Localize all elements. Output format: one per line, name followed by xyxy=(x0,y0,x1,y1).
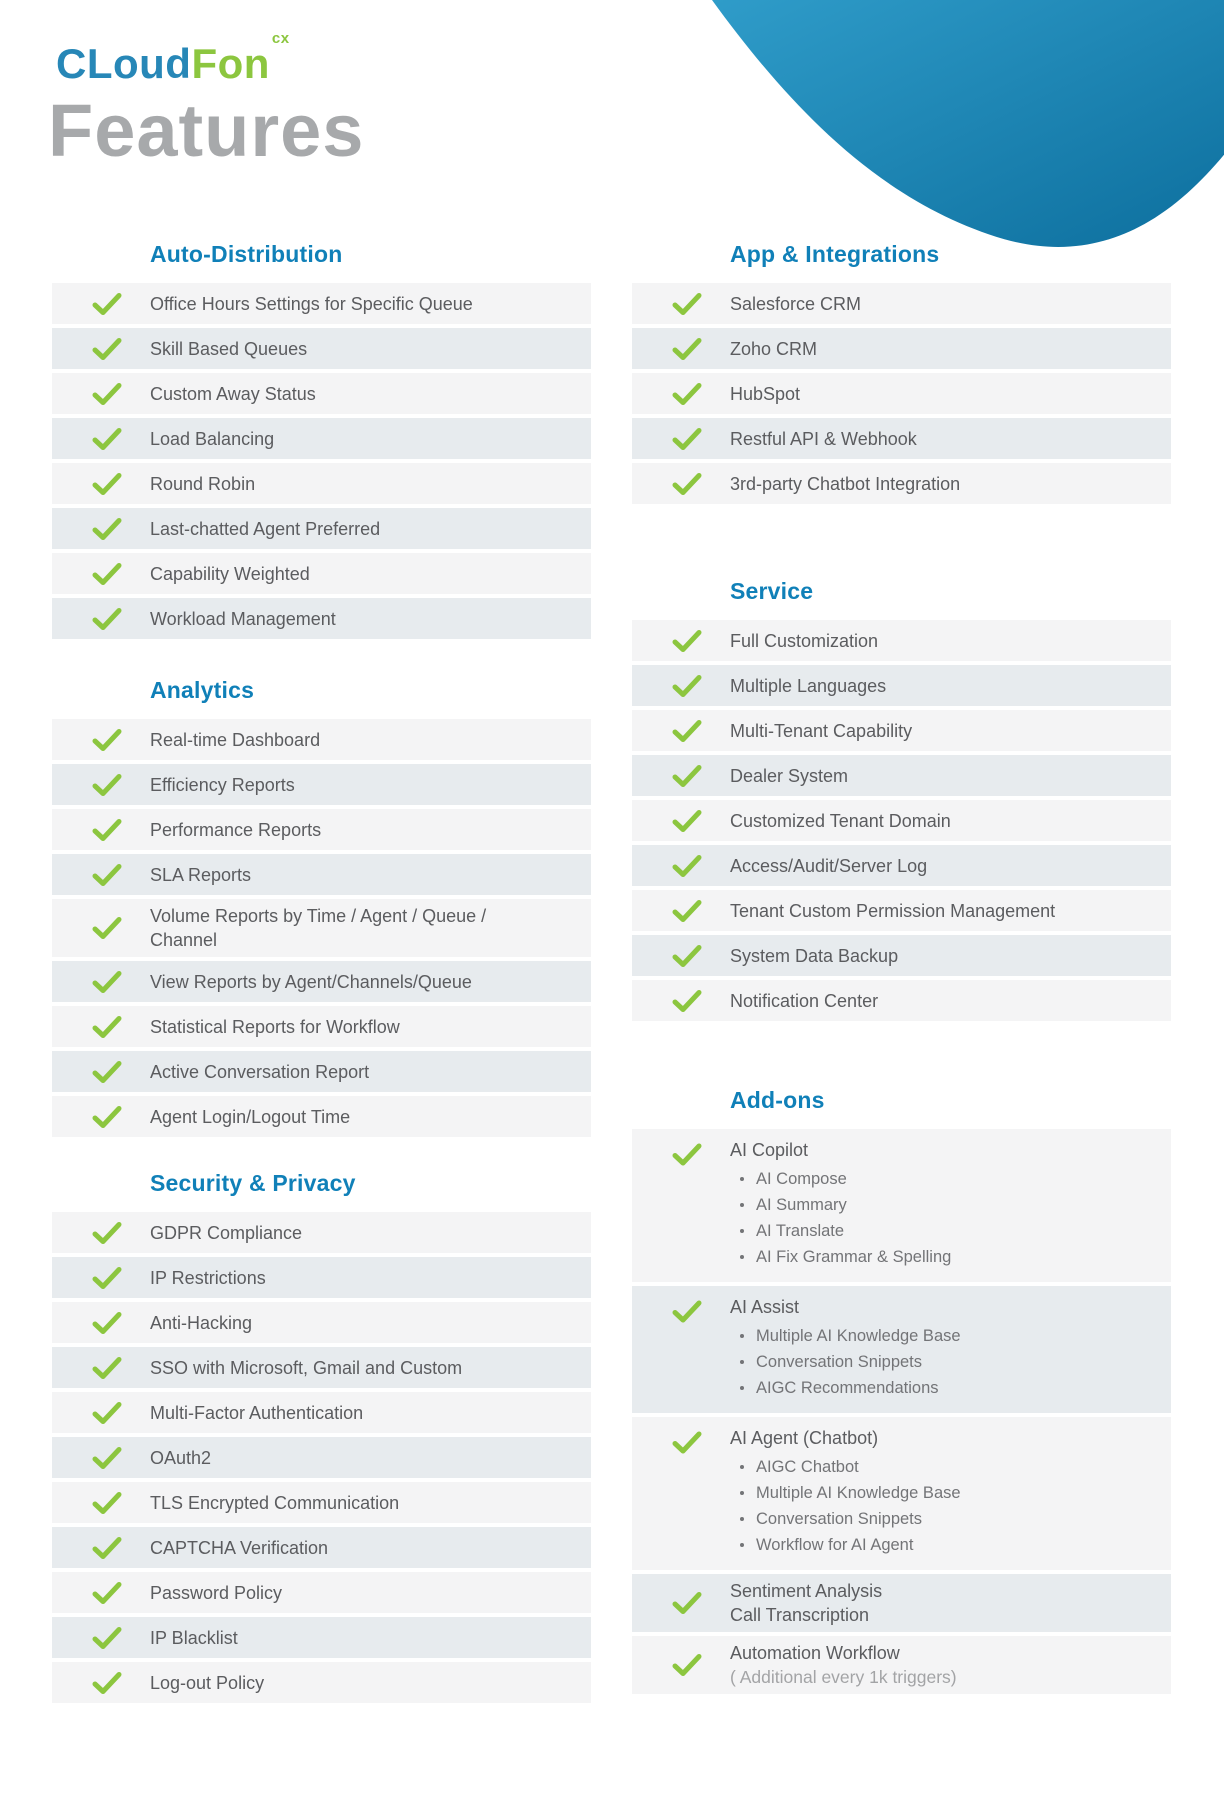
feature-row xyxy=(52,283,591,324)
bullet-dot xyxy=(740,1465,744,1469)
addon-title: AI Agent (Chatbot) xyxy=(730,1428,879,1448)
check-icon xyxy=(92,1626,122,1649)
bullet-label: AI Summary xyxy=(756,1196,847,1214)
feature-label: Capability Weighted xyxy=(150,563,310,584)
feature-label: Customized Tenant Domain xyxy=(730,810,951,831)
feature-label: SLA Reports xyxy=(150,864,252,885)
feature-row xyxy=(632,1636,1171,1694)
feature-label: Round Robin xyxy=(150,473,256,494)
feature-row xyxy=(52,508,591,549)
section-heading: Add-ons xyxy=(730,1087,825,1113)
bullet-dot xyxy=(740,1334,744,1338)
check-icon xyxy=(92,1491,122,1514)
bullet-label: Workflow for AI Agent xyxy=(756,1536,914,1554)
check-icon xyxy=(92,337,122,360)
section-heading: App & Integrations xyxy=(730,241,940,267)
feature-label: Custom Away Status xyxy=(150,383,316,404)
bullet-dot xyxy=(740,1543,744,1547)
feature-label: 3rd-party Chatbot Integration xyxy=(730,473,961,494)
bullet-item xyxy=(632,1375,1171,1401)
check-icon xyxy=(672,719,702,742)
feature-label: Log-out Policy xyxy=(150,1672,265,1693)
page-title: Features xyxy=(48,89,365,172)
feature-row xyxy=(632,1574,1171,1632)
check-icon xyxy=(92,970,122,993)
feature-label: Password Policy xyxy=(150,1582,283,1603)
addon-title: AI Assist xyxy=(730,1297,800,1317)
check-icon xyxy=(672,292,702,315)
check-icon xyxy=(672,1143,702,1166)
check-icon xyxy=(92,1015,122,1038)
check-icon xyxy=(672,427,702,450)
feature-row xyxy=(52,418,591,459)
section-heading: Auto-Distribution xyxy=(150,241,343,267)
feature-label: Access/Audit/Server Log xyxy=(730,855,928,876)
feature-row xyxy=(52,1392,591,1433)
feature-row xyxy=(52,809,591,850)
feature-row xyxy=(52,1257,591,1298)
feature-label: Zoho CRM xyxy=(730,338,818,359)
logo-sup-cx: cx xyxy=(271,30,290,47)
feature-label: IP Restrictions xyxy=(150,1267,266,1288)
bullet-item xyxy=(632,1323,1171,1349)
check-icon xyxy=(92,1105,122,1128)
feature-label: Dealer System xyxy=(730,765,849,786)
feature-row xyxy=(52,854,591,895)
check-icon xyxy=(92,863,122,886)
feature-row xyxy=(52,1347,591,1388)
feature-label: CAPTCHA Verification xyxy=(150,1537,329,1558)
check-icon xyxy=(672,674,702,697)
feature-row xyxy=(52,899,591,957)
bullet-dot xyxy=(740,1360,744,1364)
check-icon xyxy=(92,292,122,315)
check-icon xyxy=(92,728,122,751)
feature-row xyxy=(632,665,1171,706)
section-security-privacy xyxy=(52,1170,591,1707)
feature-row xyxy=(52,1617,591,1658)
bullet-item xyxy=(632,1506,1171,1532)
bullet-label: Conversation Snippets xyxy=(756,1510,923,1528)
check-icon xyxy=(672,1654,702,1677)
bullet-item xyxy=(632,1480,1171,1506)
corner-blob-decoration xyxy=(704,0,1224,258)
feature-row xyxy=(52,463,591,504)
check-icon xyxy=(672,809,702,832)
bullet-item xyxy=(632,1349,1171,1375)
feature-row xyxy=(632,283,1171,324)
feature-row xyxy=(52,1482,591,1523)
feature-row xyxy=(632,328,1171,369)
feature-row xyxy=(52,764,591,805)
feature-row xyxy=(632,710,1171,751)
check-icon xyxy=(92,917,122,940)
feature-row xyxy=(632,1286,1171,1413)
feature-label: Skill Based Queues xyxy=(150,338,308,359)
feature-row xyxy=(52,373,591,414)
feature-row xyxy=(632,845,1171,886)
check-icon xyxy=(92,1401,122,1424)
feature-label: Workload Management xyxy=(150,608,336,629)
section-service xyxy=(632,578,1171,1025)
feature-label: IP Blacklist xyxy=(150,1627,238,1648)
feature-label: Real-time Dashboard xyxy=(150,729,321,750)
bullet-item xyxy=(632,1532,1171,1558)
addon-title: AI Copilot xyxy=(730,1140,809,1160)
feature-label: Office Hours Settings for Specific Queue xyxy=(150,293,473,314)
check-icon xyxy=(672,764,702,787)
bullet-dot xyxy=(740,1386,744,1390)
feature-label: View Reports by Agent/Channels/Queue xyxy=(150,971,472,992)
feature-row xyxy=(632,620,1171,661)
feature-label: Multi-Tenant Capability xyxy=(730,720,913,741)
feature-label: Tenant Custom Permission Management xyxy=(730,900,1056,921)
check-icon xyxy=(672,989,702,1012)
bullet-dot xyxy=(740,1255,744,1259)
bullet-label: Conversation Snippets xyxy=(756,1353,923,1371)
bullet-label: Multiple AI Knowledge Base xyxy=(756,1484,961,1502)
check-icon xyxy=(92,1311,122,1334)
feature-label: OAuth2 xyxy=(150,1447,212,1468)
check-icon xyxy=(92,472,122,495)
check-icon xyxy=(92,382,122,405)
feature-label: Load Balancing xyxy=(150,428,275,449)
bullet-label: AI Translate xyxy=(756,1222,845,1240)
feature-label: Volume Reports by Time / Agent / Queue / xyxy=(150,906,487,926)
feature-row xyxy=(632,755,1171,796)
check-icon xyxy=(672,1431,702,1454)
feature-label: Sentiment Analysis xyxy=(730,1581,883,1601)
bullet-item xyxy=(632,1166,1171,1192)
bullet-item xyxy=(632,1244,1171,1270)
bullet-item xyxy=(632,1218,1171,1244)
feature-row xyxy=(632,935,1171,976)
addon-bullet-list xyxy=(632,1454,1171,1558)
feature-label: Restful API & Webhook xyxy=(730,428,917,449)
feature-label: Last-chatted Agent Preferred xyxy=(150,518,381,539)
feature-row xyxy=(632,1129,1171,1282)
check-icon xyxy=(92,1536,122,1559)
section-auto-distribution xyxy=(52,241,591,643)
section-heading: Security & Privacy xyxy=(150,1170,356,1196)
feature-label: Salesforce CRM xyxy=(730,293,862,314)
feature-label: Performance Reports xyxy=(150,819,322,840)
feature-label: SSO with Microsoft, Gmail and Custom xyxy=(150,1357,463,1378)
feature-label: Agent Login/Logout Time xyxy=(150,1106,351,1127)
logo-text-fon: Fon xyxy=(191,40,270,87)
bullet-dot xyxy=(740,1517,744,1521)
logo xyxy=(56,30,290,88)
check-icon xyxy=(92,773,122,796)
feature-label: HubSpot xyxy=(730,383,801,404)
feature-row xyxy=(632,890,1171,931)
bullet-label: AI Fix Grammar & Spelling xyxy=(756,1248,952,1266)
feature-label: Channel xyxy=(150,930,218,950)
check-icon xyxy=(92,1446,122,1469)
addon-bullet-list xyxy=(632,1323,1171,1401)
feature-row xyxy=(632,373,1171,414)
bullet-label: AIGC Chatbot xyxy=(756,1458,859,1476)
bullet-dot xyxy=(740,1229,744,1233)
check-icon xyxy=(672,629,702,652)
feature-row xyxy=(52,328,591,369)
section-heading: Service xyxy=(730,578,814,604)
bullet-label: AIGC Recommendations xyxy=(756,1379,939,1397)
check-icon xyxy=(672,382,702,405)
feature-row xyxy=(52,1437,591,1478)
check-icon xyxy=(92,1671,122,1694)
feature-row xyxy=(52,1096,591,1137)
feature-row xyxy=(632,1417,1171,1570)
feature-label: Call Transcription xyxy=(730,1605,870,1625)
feature-label: Active Conversation Report xyxy=(150,1061,370,1082)
section-app-integrations xyxy=(632,241,1171,508)
feature-row xyxy=(52,553,591,594)
bullet-dot xyxy=(740,1177,744,1181)
feature-label: Anti-Hacking xyxy=(150,1312,253,1333)
check-icon xyxy=(672,1300,702,1323)
feature-label: Statistical Reports for Workflow xyxy=(150,1016,400,1037)
feature-note: ( Additional every 1k triggers) xyxy=(730,1667,957,1687)
feature-label: Multiple Languages xyxy=(730,675,887,696)
feature-row xyxy=(52,1302,591,1343)
check-icon xyxy=(672,472,702,495)
feature-label: Automation Workflow xyxy=(730,1643,900,1663)
feature-row xyxy=(632,463,1171,504)
bullet-dot xyxy=(740,1203,744,1207)
bullet-item xyxy=(632,1454,1171,1480)
bullet-dot xyxy=(740,1491,744,1495)
bullet-item xyxy=(632,1192,1171,1218)
check-icon xyxy=(92,607,122,630)
check-icon xyxy=(672,854,702,877)
feature-row xyxy=(52,598,591,639)
feature-row xyxy=(52,961,591,1002)
feature-row xyxy=(632,418,1171,459)
feature-row xyxy=(52,1051,591,1092)
check-icon xyxy=(672,1592,702,1615)
feature-row xyxy=(52,719,591,760)
feature-label: TLS Encrypted Communication xyxy=(150,1492,400,1513)
check-icon xyxy=(92,1060,122,1083)
feature-row xyxy=(52,1527,591,1568)
bullet-label: Multiple AI Knowledge Base xyxy=(756,1327,961,1345)
check-icon xyxy=(92,562,122,585)
section-analytics xyxy=(52,677,591,1141)
feature-row xyxy=(52,1572,591,1613)
feature-label: Notification Center xyxy=(730,990,879,1011)
feature-row xyxy=(52,1662,591,1703)
section-heading: Analytics xyxy=(150,677,255,703)
addon-bullet-list xyxy=(632,1166,1171,1270)
check-icon xyxy=(672,899,702,922)
feature-label: Full Customization xyxy=(730,630,879,651)
check-icon xyxy=(92,1581,122,1604)
check-icon xyxy=(92,1356,122,1379)
feature-row xyxy=(52,1006,591,1047)
check-icon xyxy=(92,1221,122,1244)
section-add-ons xyxy=(632,1087,1171,1698)
logo-text-cloud: CLoud xyxy=(56,40,192,87)
feature-row xyxy=(632,800,1171,841)
bullet-label: AI Compose xyxy=(756,1170,847,1188)
feature-label: Efficiency Reports xyxy=(150,774,295,795)
check-icon xyxy=(92,517,122,540)
feature-row xyxy=(632,980,1171,1021)
check-icon xyxy=(92,1266,122,1289)
check-icon xyxy=(92,427,122,450)
feature-row xyxy=(52,1212,591,1253)
feature-label: Multi-Factor Authentication xyxy=(150,1402,364,1423)
feature-label: GDPR Compliance xyxy=(150,1222,303,1243)
feature-label: System Data Backup xyxy=(730,945,899,966)
check-icon xyxy=(672,337,702,360)
check-icon xyxy=(92,818,122,841)
check-icon xyxy=(672,944,702,967)
